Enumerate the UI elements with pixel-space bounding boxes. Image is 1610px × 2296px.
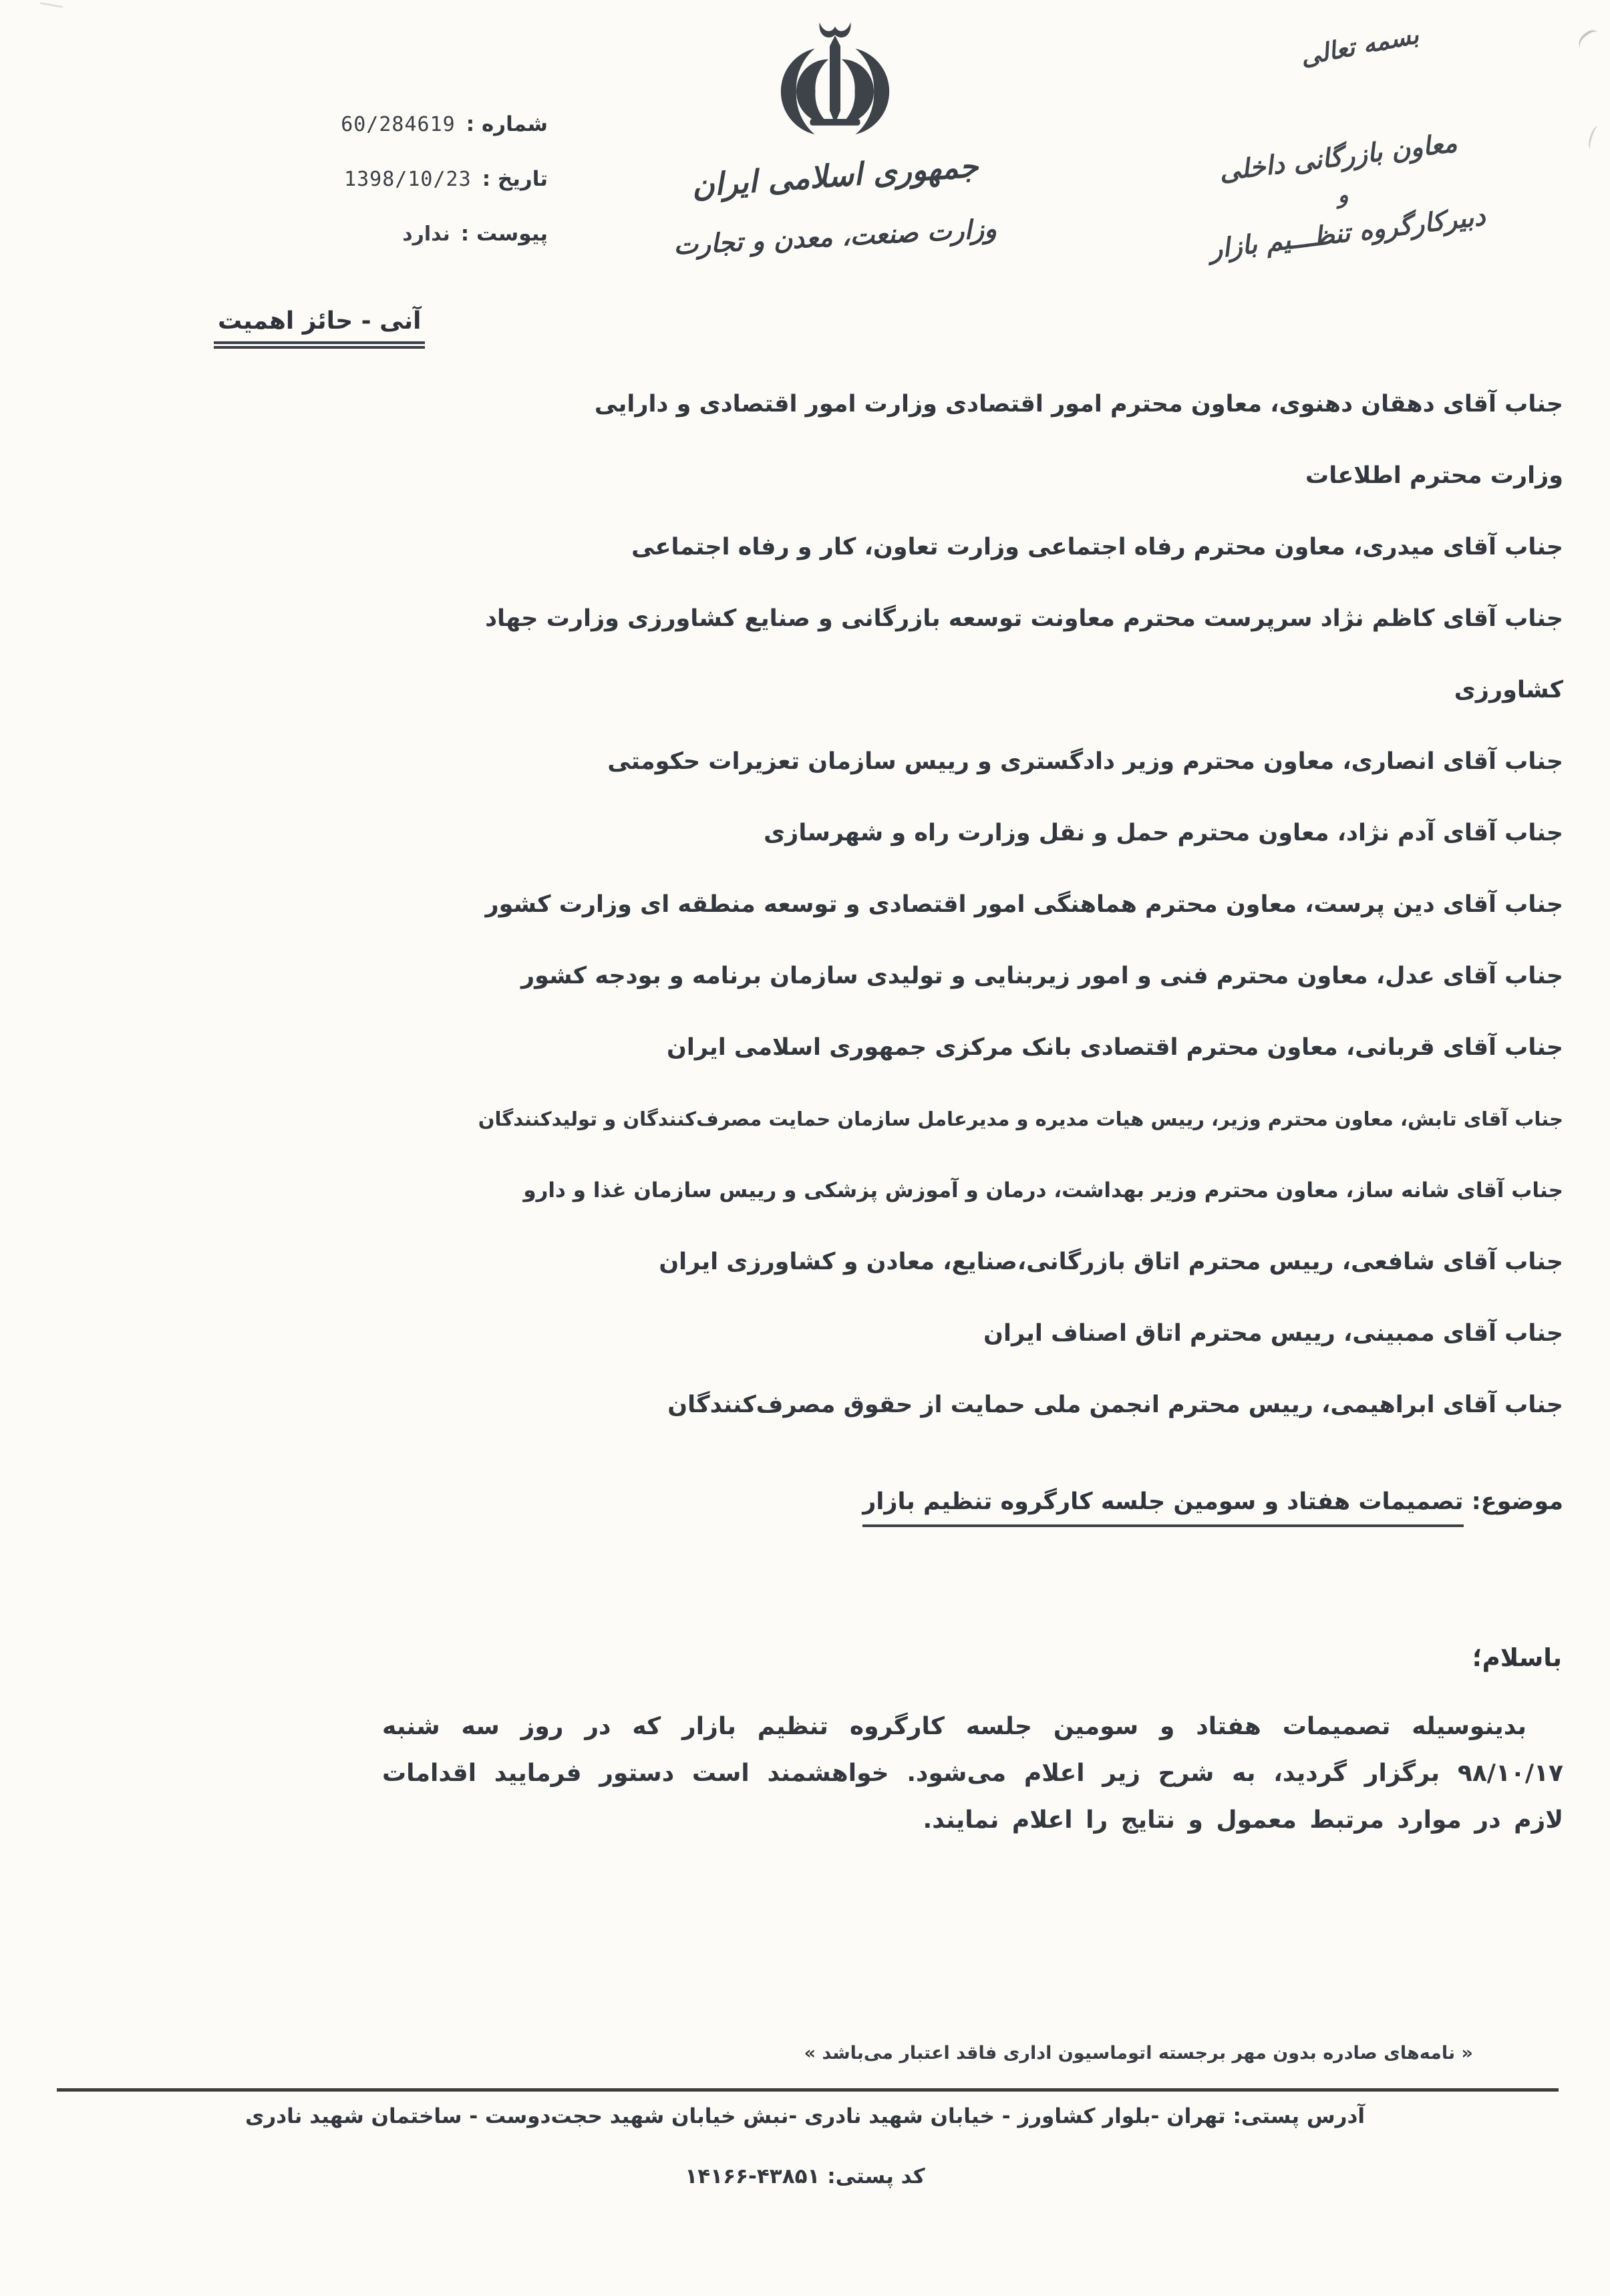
recipient-line: جناب آقای عدل، معاون محترم فنی و امور زیربنایی و تولیدی سازمان برنامه و بودجه کشور xyxy=(520,963,1563,989)
subject-label: موضوع: xyxy=(1471,1488,1563,1515)
subject-text: تصمیمات هفتاد و سومین جلسه کارگروه تنظیم بازار xyxy=(862,1488,1463,1527)
salutation: باسلام؛ xyxy=(1472,1643,1562,1672)
meta-row-date xyxy=(200,167,548,191)
body-paragraph: بدینوسیله تصمیمات هفتاد و سومین جلسه کارگروه تنظیم بازار که در روز سه شنبه ۹۸/۱۰/۱۷ برگزار گردید، به شرح زیر اعلام می‌شود. خواهشمند است دستور فرمایید اقدامات لازم در موارد مرتبط معمول و نتایج را اعلام نمایند. xyxy=(382,1713,1563,1834)
recipient-line: جناب آقای ابراهیمی، رییس محترم انجمن ملی حمایت از حقوق مصرف‌کنندگان xyxy=(667,1391,1563,1418)
footer-postal xyxy=(80,2164,1530,2188)
recipient-line: جناب آقای دهقان دهنوی، معاون محترم امور اقتصادی وزارت امور اقتصادی و دارایی xyxy=(594,391,1563,418)
meta-row-number xyxy=(200,112,548,136)
recipient-line: جناب آقای ممبینی، رییس محترم اتاق اصناف ایران xyxy=(983,1320,1563,1347)
office-conjunction: و xyxy=(1335,181,1350,208)
footer-notice: « نامه‌های صادره بدون مهر برجسته اتوماسیون اداری فاقد اعتبار می‌باشد » xyxy=(804,2043,1473,2064)
recipient-line: جناب آقای قربانی، معاون محترم اقتصادی بانک مرکزی جمهوری اسلامی ایران xyxy=(666,1034,1563,1061)
recipient-line: جناب آقای شافعی، رییس محترم اتاق بازرگانی،صنایع، معادن و کشاورزی ایران xyxy=(659,1249,1563,1275)
recipient-line: جناب آقای کاظم نژاد سرپرست محترم معاونت توسعه بازرگانی و صنایع کشاورزی وزارت جهاد xyxy=(485,605,1563,632)
scan-artifact-mark xyxy=(1575,27,1606,57)
recipient-line: جناب آقای شانه ساز، معاون محترم وزیر بهداشت، درمان و آموزش پزشکی و رییس سازمان غذا و دارو xyxy=(523,1178,1563,1202)
invocation-besmele: بسمه تعالی xyxy=(1297,19,1422,71)
recipient-line: جناب آقای انصاری، معاون محترم وزیر دادگستری و رییس سازمان تعزیرات حکومتی xyxy=(607,748,1563,775)
recipient-list xyxy=(281,369,1563,1441)
date-label: تاریخ : xyxy=(482,167,548,191)
recipient-line: جناب آقای تابش، معاون محترم وزیر، رییس هیات مدیره و مدیرعامل سازمان حمایت مصرف‌کنندگان و تولیدکنندگان xyxy=(478,1108,1563,1130)
iran-emblem-icon xyxy=(775,19,895,152)
attachment-label: پیوست : xyxy=(460,222,548,246)
scan-artifact-mark xyxy=(1587,125,1602,150)
meta-row-attachment xyxy=(200,222,548,246)
office-line-secretary: دبیرکارگروه تنظـــیم بازار xyxy=(1208,200,1487,265)
priority-stamp: آنی - حائز اهمیت xyxy=(214,307,425,349)
issuing-office-block xyxy=(1162,112,1522,279)
office-line-deputy: معاون بازرگانی داخلی xyxy=(1217,127,1459,188)
recipient-line: وزارت محترم اطلاعات xyxy=(1305,462,1563,489)
header-meta-block xyxy=(200,112,548,277)
postal-code-value: ۱۴۱۶۶-۴۳۸۵۱ xyxy=(685,2164,820,2188)
letterhead-ministry: وزارت صنعت، معدن و تجارت xyxy=(673,213,997,261)
letterhead-country: جمهوری اسلامی ایران xyxy=(690,148,980,204)
letterhead-center xyxy=(661,19,1009,261)
number-value: 60/284619 xyxy=(341,113,456,136)
recipient-line-continuation: کشاورزی xyxy=(1454,677,1563,703)
footer-address: آدرس پستی: تهران -بلوار کشاورز - خیابان شهید نادری -نبش خیابان شهید حجت‌دوست - ساختمان شهید نادری xyxy=(245,2104,1365,2128)
footer-divider xyxy=(57,2088,1559,2092)
recipient-line: جناب آقای میدری، معاون محترم رفاه اجتماعی وزارت تعاون، کار و رفاه اجتماعی xyxy=(631,534,1563,560)
postal-code-label: کد پستی: xyxy=(827,2164,925,2188)
scan-artifact-mark xyxy=(40,2,63,8)
date-value: 1398/10/23 xyxy=(344,168,472,191)
attachment-value: ندارد xyxy=(402,222,450,246)
recipient-line: جناب آقای دین پرست، معاون محترم هماهنگی امور اقتصادی و توسعه منطقه ای وزارت کشور xyxy=(485,891,1563,918)
number-label: شماره : xyxy=(466,112,548,136)
recipient-line: جناب آقای آدم نژاد، معاون محترم حمل و نقل وزارت راه و شهرسازی xyxy=(764,820,1563,846)
subject-line xyxy=(862,1488,1563,1515)
